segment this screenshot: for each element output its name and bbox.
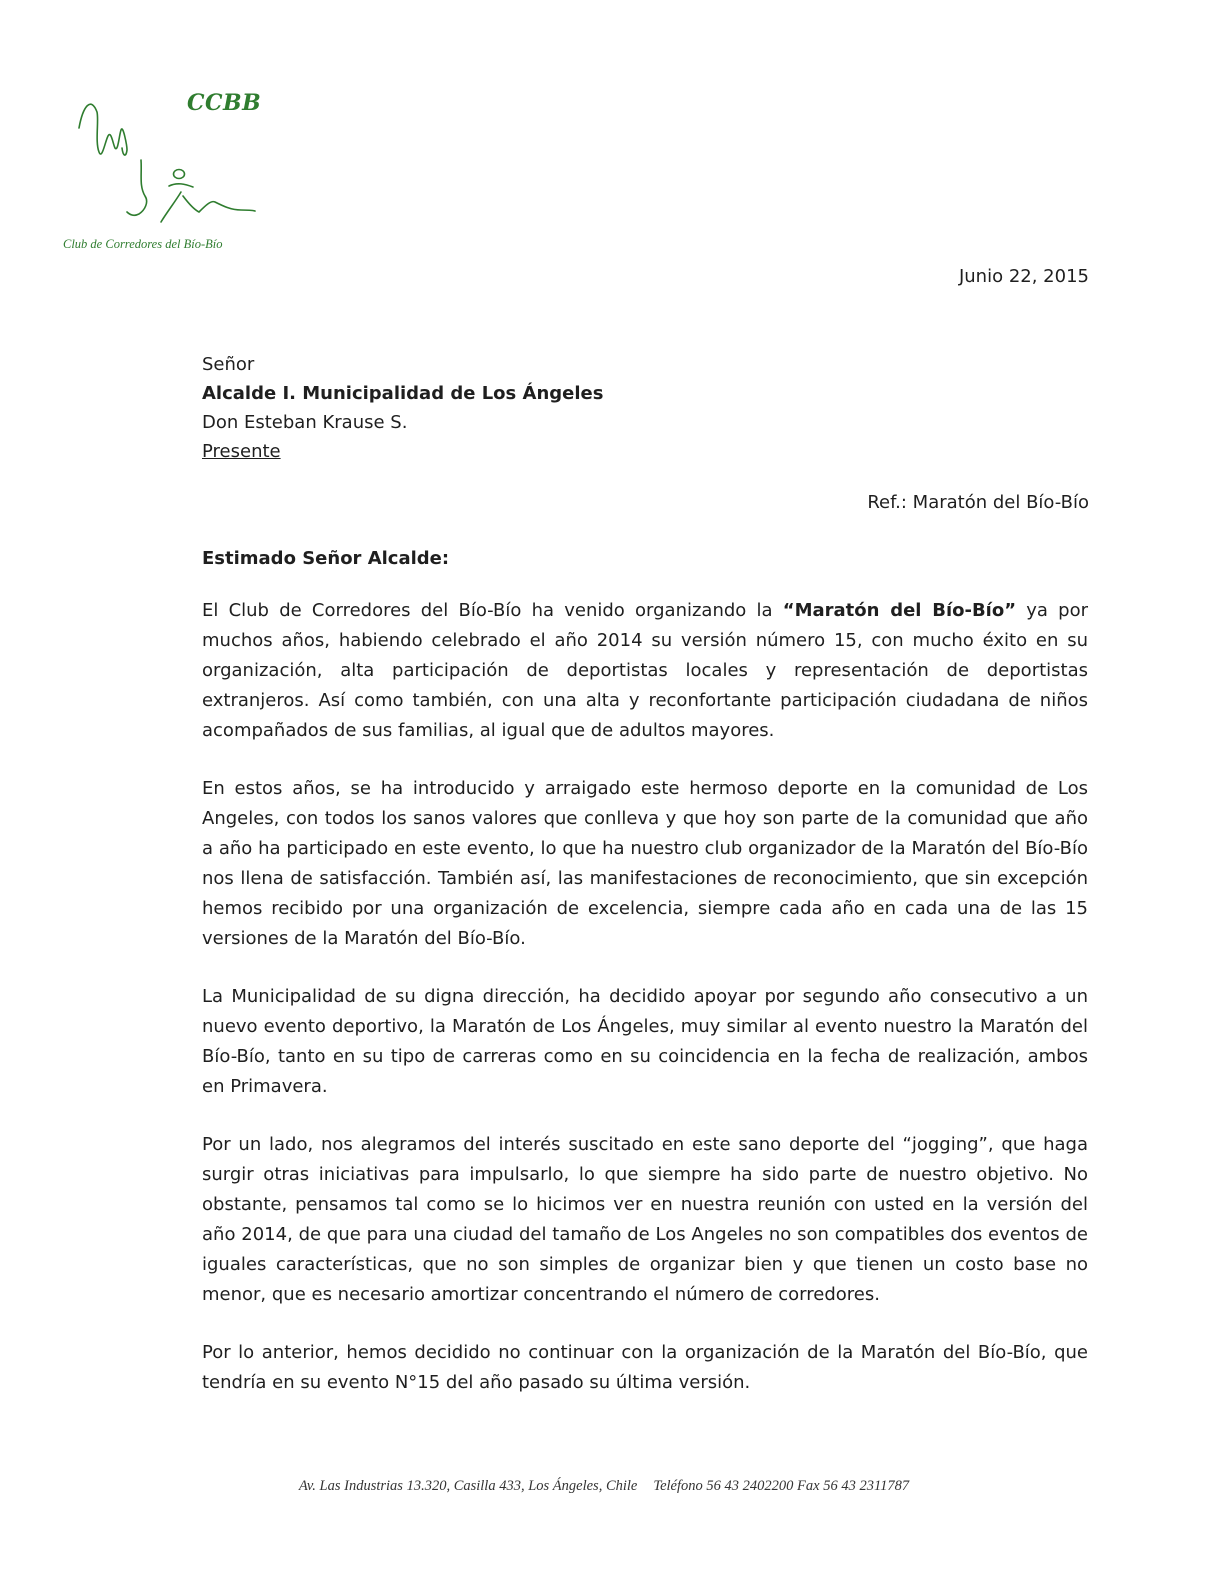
recipient-greeting: Señor	[202, 354, 255, 375]
footer-phone-fax: Teléfono 56 43 2402200 Fax 56 43 2311787	[653, 1478, 910, 1494]
paragraph-1-end: ya por muchos años, habiendo celebrado el año 2014 su versión número 15, con mucho éxito en su organización, alta participación de deportistas locales y representación de deportistas extranjeros. Así como también, con una alta y reconfortante participación ciudadana de niños acompañados de sus familias, al igual que de adultos mayores.	[202, 600, 1088, 741]
recipient-presente: Presente	[202, 441, 281, 462]
event-name-bold: “Maratón del Bío-Bío”	[782, 600, 1017, 621]
paragraph-5: Por lo anterior, hemos decidido no continuar con la organización de la Maratón del Bío-Bío, que tendría en su evento N°15 del año pasado su última versión.	[202, 1342, 1088, 1393]
paragraph-1	[202, 596, 1088, 746]
letter-date: Junio 22, 2015	[958, 266, 1089, 287]
club-name: Club de Corredores del Bío-Bío	[63, 237, 223, 251]
paragraph-3: La Municipalidad de su digna dirección, ha decidido apoyar por segundo año consecutivo a un nuevo evento deportivo, la Maratón de Los Ángeles, muy similar al evento nuestro la Maratón del Bío-Bío, tanto en su tipo de carreras como en su coincidencia en la fecha de realización, ambos en Primavera.	[202, 986, 1088, 1097]
letter-body	[202, 596, 1088, 1426]
paragraph-1-start: El Club de Corredores del Bío-Bío ha venido organizando la	[202, 600, 783, 621]
footer	[0, 1478, 1208, 1495]
club-acronym: CCBB	[187, 90, 262, 116]
recipient-name: Don Esteban Krause S.	[202, 412, 408, 433]
recipient-title: Alcalde I. Municipalidad de Los Ángeles	[202, 383, 604, 404]
paragraph-2: En estos años, se ha introducido y arraigado este hermoso deporte en la comunidad de Los Angeles, con todos los sanos valores que conlleva y que hoy son parte de la comunidad que año a año ha participado en este evento, lo que ha nuestro club organizador de la Maratón del Bío-Bío nos llena de satisfacción. También así, las manifestaciones de reconocimiento, que sin excepción hemos recibido por una organización de excelencia, siempre cada año en cada una de las 15 versiones de la Maratón del Bío-Bío.	[202, 778, 1088, 949]
reference-line: Ref.: Maratón del Bío-Bío	[867, 492, 1089, 513]
letterhead	[55, 78, 295, 263]
salutation: Estimado Señor Alcalde:	[202, 548, 450, 569]
paragraph-4: Por un lado, nos alegramos del interés suscitado en este sano deporte del “jogging”, que haga surgir otras iniciativas para impulsarlo, lo que siempre ha sido parte de nuestro objetivo. No obstante, pensamos tal como se lo hicimos ver en nuestra reunión con usted en la versión del año 2014, de que para una ciudad del tamaño de Los Angeles no son compatibles dos eventos de iguales características, que no son simples de organizar bien y que tienen un costo base no menor, que es necesario amortizar concentrando el número de corredores.	[202, 1134, 1088, 1305]
recipient-block	[202, 350, 603, 466]
footer-address: Av. Las Industrias 13.320, Casilla 433, Los Ángeles, Chile	[298, 1478, 638, 1494]
